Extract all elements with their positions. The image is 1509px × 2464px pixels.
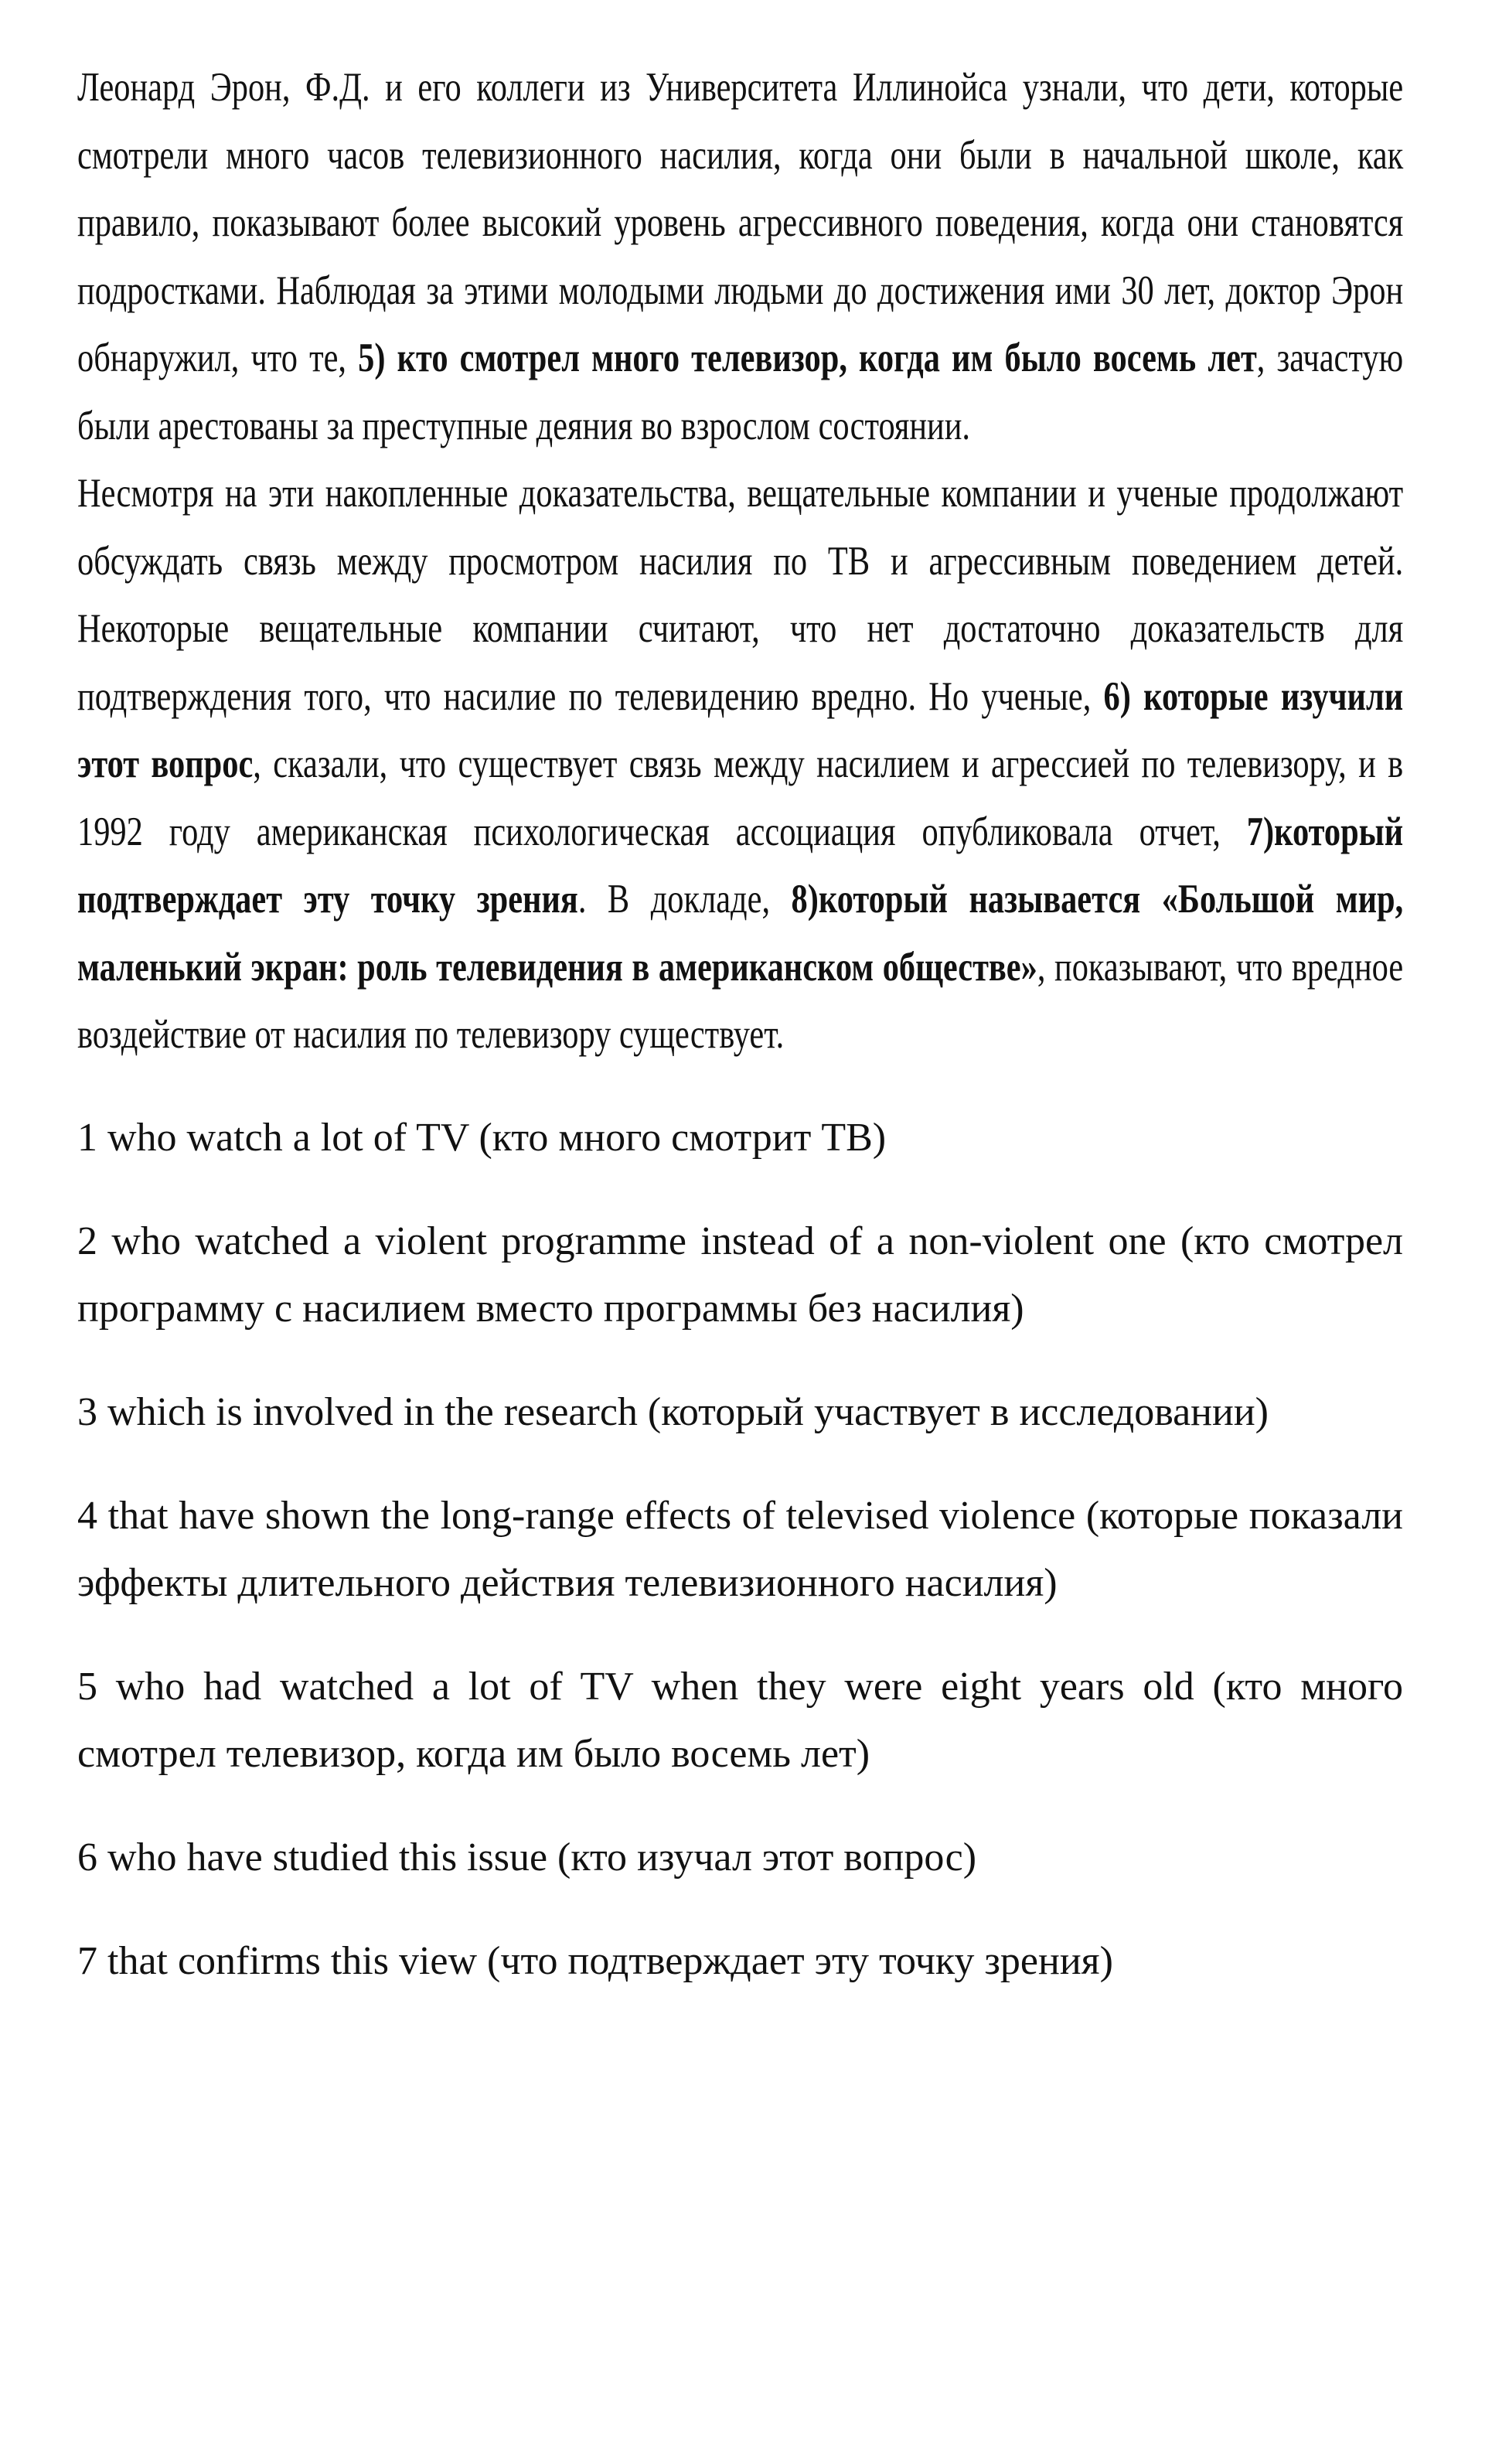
text-body <box>77 54 1403 1069</box>
answer-list <box>77 1104 1403 1995</box>
answer-item-2: 2 who watched a violent programme instead of a non-violent one (кто смотрел программу с насилием вместо программы без насилия) <box>77 1218 1403 1331</box>
answer-item-4: 4 that have shown the long-range effects of televised violence (которые показали эффекты длительного действия телевизионного насилия) <box>77 1493 1403 1605</box>
answer-highlight-8: 8)который называется «Большой мир, маленький экран: роль телевидения в американском обществе» <box>77 877 1404 990</box>
answer-highlight-7: 7)который подтверждает эту точку зрения <box>77 809 1404 922</box>
answer-item-7: 7 that confirms this view (что подтверждает эту точку зрения) <box>77 1938 1113 1983</box>
text-segment: , сказали, что существует связь между насилием и агрессией по телевизору, и в 1992 году американская психологическая ассоциация опубликовала отчет, <box>77 741 1404 854</box>
text-segment: , зачастую были арестованы за преступные деяния во взрослом состоянии. <box>77 336 1404 448</box>
answer-item-6: 6 who have studied this issue (кто изучал этот вопрос) <box>77 1835 977 1880</box>
answer-item-3: 3 which is involved in the research (который участвует в исследовании) <box>77 1389 1269 1434</box>
answer-highlight-5: 5) кто смотрел много телевизор, когда им было восемь лет <box>358 336 1257 380</box>
paragraph-2 <box>77 460 1403 1069</box>
answer-highlight-6: 6) которые изучили этот вопрос <box>77 673 1404 786</box>
paragraph-1 <box>77 54 1403 460</box>
answer-item-5: 5 who had watched a lot of TV when they were eight years old (кто много смотрел телевизор, когда им было восемь лет) <box>77 1664 1403 1776</box>
text-segment: . В докладе, <box>577 877 792 922</box>
text-segment: Леонард Эрон, Ф.Д. и его коллеги из Университета Иллинойса узнали, что дети, которые смотрели много часов телевизионного насилия, когда они были в начальной школе, как правило, показывают более высокий уровень агрессивного поведения, когда они становятся подростками. Наблюдая за этими молодыми людьми до достижения ими 30 лет, доктор Эрон обнаружил, что те, <box>77 65 1404 380</box>
text-segment: Несмотря на эти накопленные доказательства, вещательные компании и ученые продолжают обсуждать связь между просмотром насилия по ТВ и агрессивным поведением детей. Некоторые вещательные компании считают, что нет достаточно доказательств для подтверждения того, что насилие по телевидению вредно. Но ученые, <box>77 471 1404 719</box>
answer-item-1: 1 who watch a lot of TV (кто много смотрит ТВ) <box>77 1115 887 1160</box>
text-segment: , показывают, что вредное воздействие от насилия по телевизору существует. <box>77 944 1404 1057</box>
